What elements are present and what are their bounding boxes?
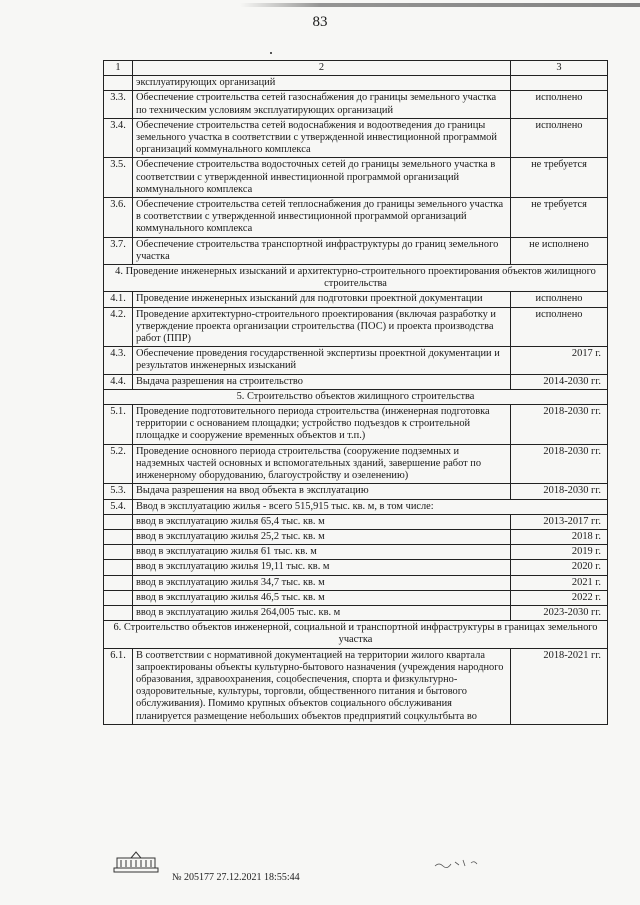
table-row — [104, 76, 608, 91]
row-number: 4.1. — [104, 292, 133, 307]
row-text: ввод в эксплуатацию жилья 25,2 тыс. кв. м — [133, 529, 511, 544]
building-stamp-icon — [113, 850, 159, 874]
table-row — [104, 307, 608, 347]
row-status: 2021 г. — [511, 575, 608, 590]
row-text: Ввод в эксплуатацию жилья - всего 515,915 тыс. кв. м, в том числе: — [133, 499, 608, 514]
row-text: Обеспечение строительства сетей газоснабжения до границы земельного участка по техническим условиям эксплуатирующих организаций — [133, 91, 511, 118]
table-row — [104, 91, 608, 118]
row-text: В соответствии с нормативной документацией на территории жилого квартала запроектированы объекты культурно-бытового назначения (учреждения народного образования, здравоохранения, соцобеспечения, спорта и физкультурно-оздоровительные, культуры, торговли, общественного питания и бытового обслуживания). Помимо крупных объектов социального обслуживания планируется размещение небольших объектов предприятий соцкультбыта во — [133, 648, 511, 724]
row-number: 6.1. — [104, 648, 133, 724]
table-row — [104, 405, 608, 445]
registration-stamp: № 205177 27.12.2021 18:55:44 — [172, 872, 300, 883]
row-text: ввод в эксплуатацию жилья 34,7 тыс. кв. м — [133, 575, 511, 590]
scan-dot — [270, 52, 272, 54]
page-number: 83 — [312, 14, 328, 30]
section-row — [104, 265, 608, 292]
header-col-2: 2 — [133, 61, 511, 76]
row-status — [511, 76, 608, 91]
row-number — [104, 514, 133, 529]
sub-row — [104, 529, 608, 544]
section-row — [104, 621, 608, 648]
row-text: Выдача разрешения на ввод объекта в эксплуатацию — [133, 484, 511, 499]
row-number — [104, 560, 133, 575]
row-text: эксплуатирующих организаций — [133, 76, 511, 91]
row-status: 2019 г. — [511, 545, 608, 560]
row-text: ввод в эксплуатацию жилья 46,5 тыс. кв. м — [133, 590, 511, 605]
row-number: 3.3. — [104, 91, 133, 118]
row-text: ввод в эксплуатацию жилья 61 тыс. кв. м — [133, 545, 511, 560]
plan-table — [103, 60, 608, 725]
row-status: исполнено — [511, 307, 608, 347]
sub-row — [104, 514, 608, 529]
row-text: Проведение основного периода строительства (сооружение подземных и надземных частей основных и вспомогательных зданий, завершение работ по инженерному оборудованию, благоустройству и озеленению) — [133, 444, 511, 484]
row-number — [104, 590, 133, 605]
row-number: 4.4. — [104, 374, 133, 389]
page-footer — [113, 850, 613, 900]
row-number: 3.5. — [104, 158, 133, 198]
row-number: 3.6. — [104, 198, 133, 238]
table-row — [104, 292, 608, 307]
row-text: Проведение инженерных изысканий для подготовки проектной документации — [133, 292, 511, 307]
row-text: ввод в эксплуатацию жилья 19,11 тыс. кв. м — [133, 560, 511, 575]
table-row — [104, 237, 608, 264]
row-number: 5.3. — [104, 484, 133, 499]
row-status: 2017 г. — [511, 347, 608, 374]
row-number: 5.1. — [104, 405, 133, 445]
section-title: 6. Строительство объектов инженерной, социальной и транспортной инфраструктуры в границах земельного участка — [104, 621, 608, 648]
row-text: Проведение архитектурно-строительного проектирования (включая разработку и утверждение проекта организации строительства (ПОС) и проекта производства работ (ППР) — [133, 307, 511, 347]
table-row — [104, 347, 608, 374]
scan-edge-line — [240, 3, 640, 7]
header-col-3: 3 — [511, 61, 608, 76]
table-row — [104, 444, 608, 484]
row-text: ввод в эксплуатацию жилья 264,005 тыс. кв. м — [133, 605, 511, 620]
row-number: 3.7. — [104, 237, 133, 264]
row-status: исполнено — [511, 91, 608, 118]
sub-row — [104, 545, 608, 560]
row-number — [104, 76, 133, 91]
row-status: 2014-2030 гг. — [511, 374, 608, 389]
row-number — [104, 529, 133, 544]
row-status: 2013-2017 гг. — [511, 514, 608, 529]
row-number — [104, 605, 133, 620]
row-status: 2018 г. — [511, 529, 608, 544]
row-status: исполнено — [511, 292, 608, 307]
row-status: 2020 г. — [511, 560, 608, 575]
row-text: Выдача разрешения на строительство — [133, 374, 511, 389]
header-col-1: 1 — [104, 61, 133, 76]
sub-row — [104, 605, 608, 620]
sub-row — [104, 560, 608, 575]
table-row — [104, 648, 608, 724]
table-row — [104, 198, 608, 238]
row-number: 4.2. — [104, 307, 133, 347]
pen-mark-icon — [433, 854, 493, 874]
row-text: Обеспечение строительства транспортной инфраструктуры до границ земельного участка — [133, 237, 511, 264]
row-status: 2023-2030 гг. — [511, 605, 608, 620]
row-status: не требуется — [511, 158, 608, 198]
row-number — [104, 575, 133, 590]
row-text: ввод в эксплуатацию жилья 65,4 тыс. кв. м — [133, 514, 511, 529]
row-status: не исполнено — [511, 237, 608, 264]
table-row — [104, 484, 608, 499]
row-text: Обеспечение строительства сетей теплоснабжения до границы земельного участка в соответствии с утвержденной инвестиционной программой организаций коммунального комплекса — [133, 198, 511, 238]
row-number: 5.2. — [104, 444, 133, 484]
row-status: 2018-2030 гг. — [511, 444, 608, 484]
table-row — [104, 374, 608, 389]
section-row — [104, 389, 608, 404]
row-text: Обеспечение строительства сетей водоснабжения и водоотведения до границы земельного участка в соответствии с утвержденной инвестиционной программой организаций коммунального комплекса — [133, 118, 511, 158]
row-status: 2018-2030 гг. — [511, 405, 608, 445]
row-text: Проведение подготовительного периода строительства (инженерная подготовка территории с основанием площадки; устройство подъездов к строительной площадке и сооружение временных объектов и т.п.) — [133, 405, 511, 445]
section-title: 5. Строительство объектов жилищного строительства — [104, 389, 608, 404]
table-row — [104, 118, 608, 158]
table-row — [104, 499, 608, 514]
row-number — [104, 545, 133, 560]
row-status: исполнено — [511, 118, 608, 158]
sub-row — [104, 575, 608, 590]
row-number: 3.4. — [104, 118, 133, 158]
row-status: не требуется — [511, 198, 608, 238]
row-text: Обеспечение проведения государственной экспертизы проектной документации и результатов инженерных изысканий — [133, 347, 511, 374]
row-number: 5.4. — [104, 499, 133, 514]
table-row — [104, 158, 608, 198]
row-status: 2018-2021 гг. — [511, 648, 608, 724]
sub-row — [104, 590, 608, 605]
section-title: 4. Проведение инженерных изысканий и архитектурно-строительного проектирования объектов жилищного строительства — [104, 265, 608, 292]
table-header-row — [104, 61, 608, 76]
row-status: 2022 г. — [511, 590, 608, 605]
row-status: 2018-2030 гг. — [511, 484, 608, 499]
row-number: 4.3. — [104, 347, 133, 374]
row-text: Обеспечение строительства водосточных сетей до границы земельного участка в соответствии с утвержденной инвестиционной программой организаций коммунального комплекса — [133, 158, 511, 198]
